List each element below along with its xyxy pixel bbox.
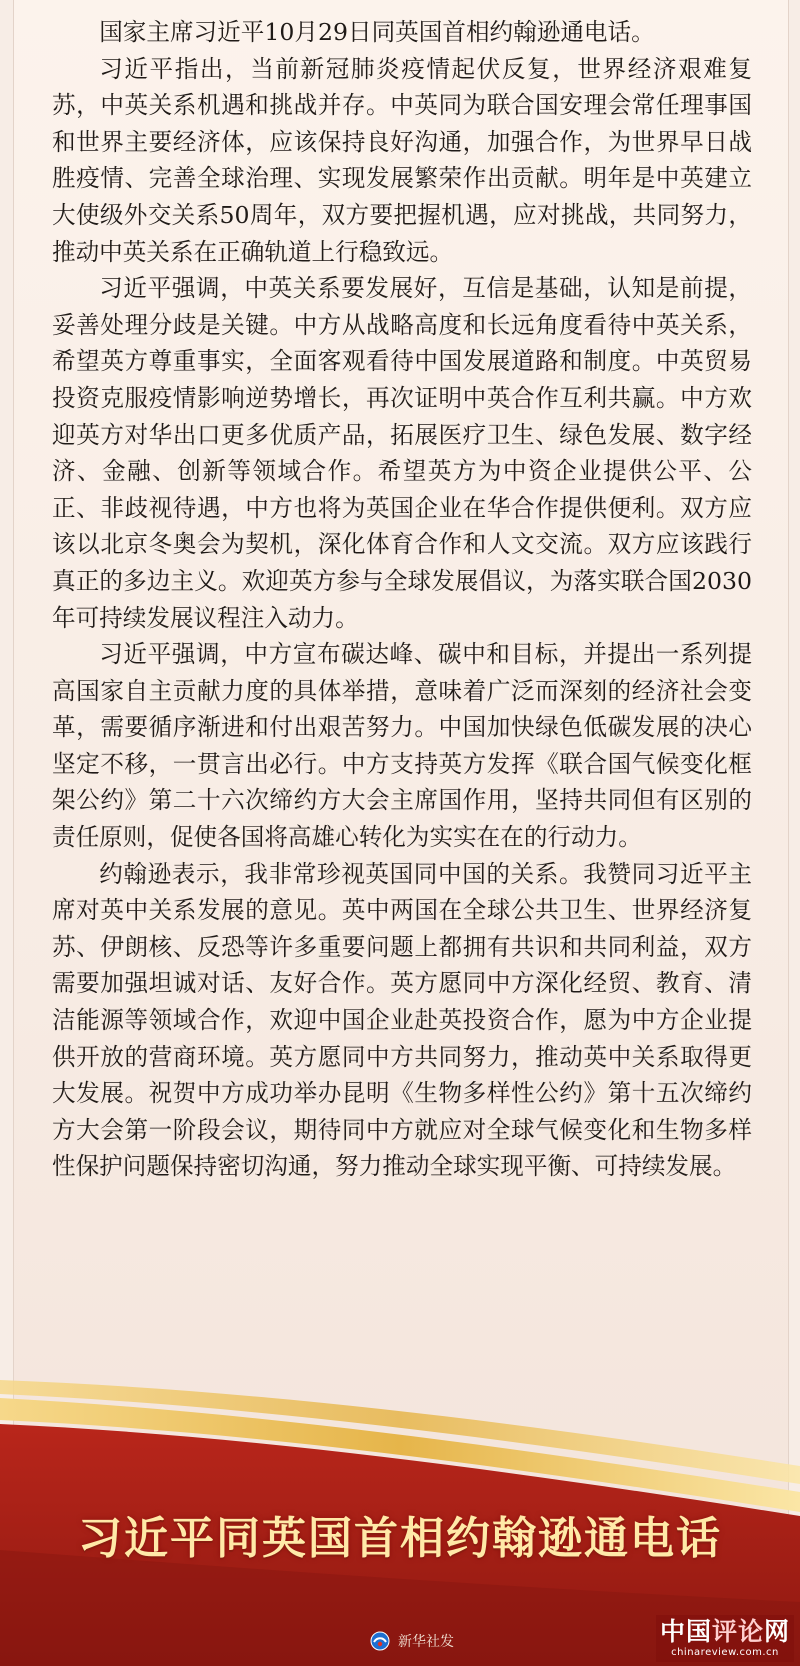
agency-credit (370, 1629, 454, 1653)
banner-headline: 习近平同英国首相约翰逊通电话 (78, 1513, 722, 1564)
watermark-name: 中国评论网 (659, 1617, 791, 1646)
article-paragraph-3: 习近平强调，中英关系要发展好，互信是基础，认知是前提，妥善处理分歧是关键。中方从战略高度和长远角度看待中英关系，希望英方尊重事实，全面客观看待中国发展道路和制度。中英贸易投资克服疫情影响逆势增长，再次证明中英合作互利共赢。中方欢迎英方对华出口更多优质产品，拓展医疗卫生、绿色发展、数字经济、金融、创新等领域合作。希望英方为中资企业提供公平、公正、非歧视待遇，中方也将为英国企业在华合作提供便利。双方应该以北京冬奥会为契机，深化体育合作和人文交流。双方应该践行真正的多边主义。欢迎英方参与全球发展倡议，为落实联合国2030年可持续发展议程注入动力。 (52, 274, 752, 632)
xinhua-logo-icon (370, 1631, 390, 1651)
site-watermark (656, 1615, 794, 1662)
article-paragraph-2: 习近平指出，当前新冠肺炎疫情起伏反复，世界经济艰难复苏，中英关系机遇和挑战并存。中英同为联合国安理会常任理事国和世界主要经济体，应该保持良好沟通，加强合作，为世界早日战胜疫情、完善全球治理、实现发展繁荣作出贡献。明年是中英建立大使级外交关系50周年，双方要把握机遇，应对挑战，共同努力，推动中英关系在正确轨道上行稳致远。 (52, 54, 752, 266)
article-body (52, 14, 752, 1185)
article-paragraph-5: 约翰逊表示，我非常珍视英国同中国的关系。我赞同习近平主席对英中关系发展的意见。英中两国在全球公共卫生、世界经济复苏、伊朗核、反恐等许多重要问题上都拥有共识和共同利益，双方需要加强坦诚对话、友好合作。英方愿同中方深化经贸、教育、清洁能源等领域合作，欢迎中国企业赴英投资合作，愿为中方企业提供开放的营商环境。英方愿同中方共同努力，推动英中关系取得更大发展。祝贺中方成功举办昆明《生物多样性公约》第十五次缔约方大会第一阶段会议，期待同中方就应对全球气候变化和生物多样性保护问题保持密切沟通，努力推动全球实现平衡、可持续发展。 (52, 859, 752, 1181)
article-paragraph-1: 国家主席习近平10月29日同英国首相约翰逊通电话。 (99, 18, 655, 46)
agency-label: 新华社发 (398, 1634, 454, 1650)
watermark-url: chinareview.com.cn (671, 1647, 779, 1658)
article-paragraph-4: 习近平强调，中方宣布碳达峰、碳中和目标，并提出一系列提高国家自主贡献力度的具体举措，意味着广泛而深刻的经济社会变革，需要循序渐进和付出艰苦努力。中国加快绿色低碳发展的决心坚定不移，一贯言出必行。中方支持英方发挥《联合国气候变化框架公约》第二十六次缔约方大会主席国作用，坚持共同但有区别的责任原则，促使各国将高雄心转化为实实在在的行动力。 (52, 640, 752, 852)
